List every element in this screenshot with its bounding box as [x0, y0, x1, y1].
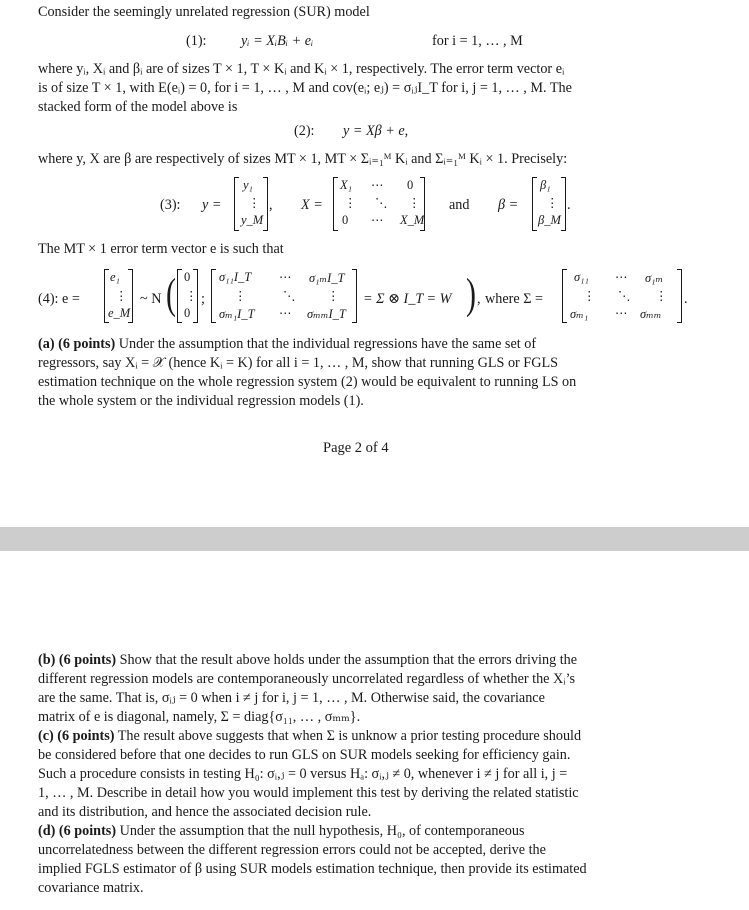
- question-b-line4: matrix of e is diagonal, namely, Σ = diag{σ₁₁, … , σₘₘ}.: [38, 709, 361, 725]
- zero-vector-cell: 0: [184, 306, 191, 320]
- e-vector-cell: ⋮: [115, 289, 128, 303]
- error-term-line: The MT × 1 error term vector e is such that: [38, 241, 284, 257]
- sigma-block-cell: ⋯: [279, 306, 292, 320]
- x-matrix-right-bracket: [420, 177, 425, 231]
- eq2-label: (2):: [294, 123, 315, 139]
- beta-vector-cell: ⋮: [546, 196, 559, 210]
- sigma-block-cell: σₘₘI_T: [307, 307, 346, 321]
- beta-vector-cell: β₁: [540, 178, 551, 192]
- eq3-and: and: [449, 197, 470, 213]
- where2-line: where y, X are β are respectively of sizes MT × 1, MT × Σᵢ₌₁ᴹ Kᵢ and Σᵢ₌₁ᴹ Kᵢ × 1. Precisely:: [38, 151, 568, 167]
- sigma-block-cell: ⋯: [279, 270, 292, 284]
- question-b-line1: (b) (6 points) Show that the result above holds under the assumption that the errors driving the: [38, 652, 578, 668]
- x-matrix-cell: 0: [407, 178, 414, 192]
- sigma-block-cell: σ₁ₘI_T: [309, 271, 345, 285]
- zero-vector-cell: 0: [184, 270, 191, 284]
- x-matrix-cell: ⋮: [408, 196, 421, 210]
- x-matrix-cell: ⋱: [375, 196, 388, 210]
- big-open-paren: (: [166, 270, 176, 319]
- page-number: Page 2 of 4: [323, 440, 389, 456]
- eq4-where-sigma: where Σ =: [485, 291, 544, 307]
- question-b-line3: are the same. That is, σᵢⱼ = 0 when i ≠ j for i, j = 1, … , M. Otherwise said, the covariance: [38, 690, 545, 706]
- big-close-paren: ): [466, 270, 476, 319]
- question-b-heading: (b) (6 points): [38, 652, 117, 668]
- Sigma-matrix-cell: σ₁₁: [574, 270, 589, 284]
- y-vector-cell: y₁: [243, 178, 253, 192]
- question-a-line2: regressors, say Xᵢ = 𝒳 (hence Kᵢ = K) for all i = 1, … , M, show that running GLS or FGLS: [38, 355, 559, 371]
- intro-text: Consider the seemingly unrelated regression (SUR) model: [38, 4, 370, 20]
- page-separator: [0, 527, 749, 551]
- page-one-section: Consider the seemingly unrelated regression (SUR) model (1): yᵢ = XᵢBᵢ + eᵢ for i = 1, … , M where yᵢ, Xᵢ and βᵢ are of sizes T × 1, T × Kᵢ and Kᵢ × 1, respectively. The error term vector eᵢ is of size T × 1, with E(eᵢ) = 0, for i = 1, … , M and cov(eᵢ; eⱼ) = σᵢⱼI_T for i, j = 1, … , M. The stacked form of the model above is (2): y = Xβ + e, where y, X are β are respectively of sizes MT × 1, MT × Σᵢ₌₁ᴹ Kᵢ and Σᵢ₌₁ᴹ Kᵢ × 1. Precisely: (3): y = y₁ ⋮ y_M , X = X₁ ⋯ 0 ⋮ ⋱ ⋮ 0 ⋯ X_M and β = β₁ ⋮ β_M . The MT × 1 error term vector e is such that (4): e = e₁ ⋮ e_M ~ N ( 0 ⋮ 0 ; σ₁₁I_T ⋯ σ₁ₘI_T ⋮ ⋱ ⋮ σₘ₁I_T ⋯ σₘₘI_T = Σ ⊗ I_T = W ) , where Σ = σ₁₁ ⋯ σ₁ₘ ⋮ ⋱ ⋮ σₘ₁ ⋯ σₘₘ . (a) (6 points) Under the assumption that the individual regressions have the same set of regressors, say Xᵢ = 𝒳 (hence Kᵢ = K) for all i = 1, … , M, show that running GLS or FGLS estimation technique on the whole regression system (2) would be equivalent to running LS on the whole system or the individual regression models (1). Page 2 of 4: [0, 0, 749, 527]
- where1-line2: is of size T × 1, with E(eᵢ) = 0, for i = 1, … , M and cov(eᵢ; eⱼ) = σᵢⱼI_T for i, j = 1, … , M. The: [38, 80, 572, 96]
- where1-line3: stacked form of the model above is: [38, 99, 238, 115]
- zero-vector-cell: ⋮: [185, 289, 198, 303]
- eq4-label: (4): e =: [38, 291, 80, 307]
- x-matrix-cell: 0: [342, 213, 349, 227]
- eq4-kronecker: = Σ ⊗ I_T = W: [363, 291, 452, 307]
- Sigma-matrix-left-bracket: [562, 269, 567, 323]
- eq1-label: (1):: [186, 33, 207, 49]
- page-two-section: [0, 551, 749, 910]
- eq3-x-label: X =: [301, 197, 323, 213]
- beta-vector-cell: β_M: [538, 213, 561, 227]
- sigma-block-left-bracket: [211, 269, 216, 323]
- eq3-y-label: y =: [202, 197, 222, 213]
- question-a-line4: the whole system or the individual regression models (1).: [38, 393, 364, 409]
- question-d-heading: (d) (6 points): [38, 823, 117, 839]
- beta-vector-right-bracket: [561, 177, 566, 231]
- question-d-line2: uncorrelatedness between the different regression errors could not be accepted, derive the: [38, 842, 546, 858]
- eq1-range: for i = 1, … , M: [432, 33, 523, 49]
- e-vector-right-bracket: [128, 269, 133, 323]
- Sigma-matrix-cell: ⋯: [615, 270, 628, 284]
- y-vector-right-bracket: [263, 177, 268, 231]
- Sigma-matrix-cell: ⋯: [615, 306, 628, 320]
- question-d-line1: (d) (6 points) Under the assumption that the null hypothesis, H₀, of contemporaneous: [38, 823, 525, 839]
- y-vector-cell: y_M: [241, 213, 264, 227]
- sigma-block-cell: σ₁₁I_T: [219, 270, 252, 284]
- y-vector-cell: ⋮: [248, 196, 261, 210]
- question-d-line4: covariance matrix.: [38, 880, 144, 896]
- where1-line1: where yᵢ, Xᵢ and βᵢ are of sizes T × 1, T × Kᵢ and Kᵢ × 1, respectively. The error term vector eᵢ: [38, 61, 565, 77]
- Sigma-matrix-cell: σₘₘ: [640, 307, 662, 321]
- beta-vector-left-bracket: [532, 177, 537, 231]
- question-c-line2: be considered before that one decides to run GLS on SUR models seeking for efficiency gain.: [38, 747, 571, 763]
- sigma-block-cell: ⋮: [327, 289, 340, 303]
- question-b-line2: different regression models are contemporaneously uncorrelated regardless of whether the Xᵢ’s: [38, 671, 576, 687]
- sigma-block-cell: ⋱: [283, 289, 296, 303]
- sigma-block-cell: ⋮: [234, 289, 247, 303]
- Sigma-matrix-cell: ⋮: [655, 289, 668, 303]
- x-matrix-left-bracket: [333, 177, 338, 231]
- x-matrix-cell: X₁: [340, 178, 352, 192]
- x-matrix-cell: X_M: [400, 213, 425, 227]
- zero-vector-left-bracket: [177, 269, 182, 323]
- question-c-line5: and its distribution, and hence the associated decision rule.: [38, 804, 372, 820]
- question-a-heading: (a) (6 points): [38, 336, 116, 352]
- question-a-line1: (a) (6 points) Under the assumption that the individual regressions have the same set of: [38, 336, 537, 352]
- question-c-heading: (c) (6 points): [38, 728, 115, 744]
- Sigma-matrix-right-bracket: [677, 269, 682, 323]
- Sigma-matrix-cell: ⋮: [583, 289, 596, 303]
- eq3-label: (3):: [160, 197, 181, 213]
- eq2-formula: y = Xβ + e,: [343, 123, 409, 139]
- sigma-block-right-bracket: [352, 269, 357, 323]
- sigma-block-cell: σₘ₁I_T: [219, 307, 255, 321]
- Sigma-matrix-cell: ⋱: [618, 289, 631, 303]
- x-matrix-cell: ⋯: [371, 178, 384, 192]
- zero-vector-right-bracket: [193, 269, 198, 323]
- Sigma-matrix-cell: σ₁ₘ: [645, 271, 664, 285]
- question-c-line3: Such a procedure consists in testing H₀: σᵢ,ⱼ = 0 versus Hₐ: σᵢ,ⱼ ≠ 0, whenever i ≠ j for all i, j =: [38, 766, 568, 782]
- question-c-line4: 1, … , M. Describe in detail how you would implement this test by deriving the related statistic: [38, 785, 579, 801]
- e-vector-cell: e₁: [110, 270, 120, 284]
- Sigma-matrix-cell: σₘ₁: [570, 307, 589, 321]
- x-matrix-cell: ⋯: [371, 213, 384, 227]
- question-d-line3: implied FGLS estimator of β using SUR models estimation technique, then provide its estimated: [38, 861, 587, 877]
- eq3-beta-label: β =: [498, 197, 519, 213]
- x-matrix-cell: ⋮: [344, 196, 357, 210]
- eq1-formula: yᵢ = XᵢBᵢ + eᵢ: [241, 33, 314, 49]
- y-vector-left-bracket: [234, 177, 239, 231]
- question-c-line1: (c) (6 points) The result above suggests that when Σ is unknow a prior testing procedure should: [38, 728, 582, 744]
- eq4-distribution: ~ N: [140, 291, 162, 307]
- e-vector-cell: e_M: [108, 306, 131, 320]
- question-a-line3: estimation technique on the whole regression system (2) would be equivalent to running LS on: [38, 374, 577, 390]
